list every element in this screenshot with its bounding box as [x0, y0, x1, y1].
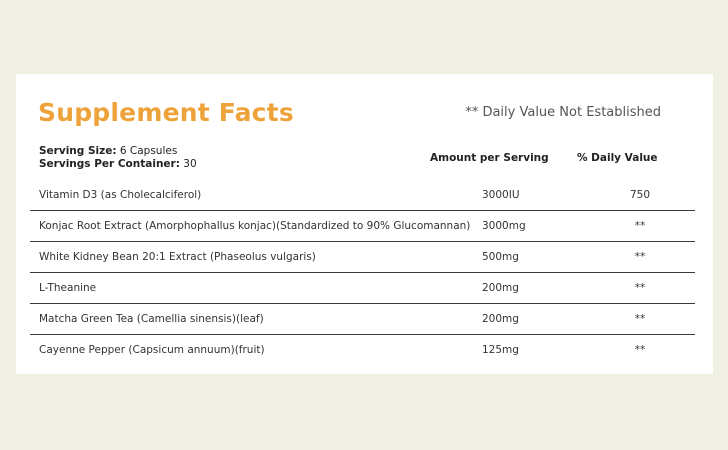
panel-title: Supplement Facts: [38, 98, 294, 127]
ingredient-table: [30, 180, 695, 365]
ingredient-amount: 500mg: [482, 251, 519, 263]
ingredient-daily-value: 750: [629, 189, 651, 201]
ingredient-name: Vitamin D3 (as Cholecalciferol): [39, 189, 202, 201]
ingredient-amount: 125mg: [482, 344, 519, 356]
table-row: [30, 335, 695, 365]
serving-size-value: 6 Capsules: [119, 145, 178, 157]
ingredient-amount: 200mg: [482, 313, 519, 325]
serving-size: [39, 145, 197, 158]
ingredient-name: White Kidney Bean 20:1 Extract (Phaseolus vulgaris): [39, 251, 316, 263]
ingredient-daily-value: **: [634, 220, 646, 232]
ingredient-name: Cayenne Pepper (Capsicum annuum)(fruit): [39, 344, 265, 356]
table-row: [30, 273, 695, 304]
ingredient-name: Konjac Root Extract (Amorphophallus konjac)(Standardized to 90% Glucomannan): [39, 220, 471, 232]
ingredient-name: L-Theanine: [39, 282, 97, 294]
table-row: [30, 242, 695, 273]
ingredient-amount: 200mg: [482, 282, 519, 294]
table-row: [30, 180, 695, 211]
servings-per-container-label: Servings Per Container:: [39, 158, 180, 170]
supplement-facts-panel: [16, 74, 713, 374]
ingredient-daily-value: **: [634, 344, 646, 356]
table-row: [30, 211, 695, 242]
serving-size-label: Serving Size:: [39, 145, 117, 157]
ingredient-daily-value: **: [634, 313, 646, 325]
servings-per-container-value: 30: [183, 158, 197, 170]
serving-info: [39, 145, 197, 171]
ingredient-name: Matcha Green Tea (Camellia sinensis)(leaf): [39, 313, 264, 325]
table-row: [30, 304, 695, 335]
ingredient-daily-value: **: [634, 251, 646, 263]
ingredient-amount: 3000mg: [482, 220, 526, 232]
servings-per-container: [39, 158, 197, 171]
daily-value-note: ** Daily Value Not Established: [465, 105, 661, 120]
ingredient-amount: 3000IU: [482, 189, 520, 201]
daily-value-column-header: % Daily Value: [577, 152, 658, 164]
amount-column-header: Amount per Serving: [430, 152, 549, 164]
ingredient-daily-value: **: [634, 282, 646, 294]
